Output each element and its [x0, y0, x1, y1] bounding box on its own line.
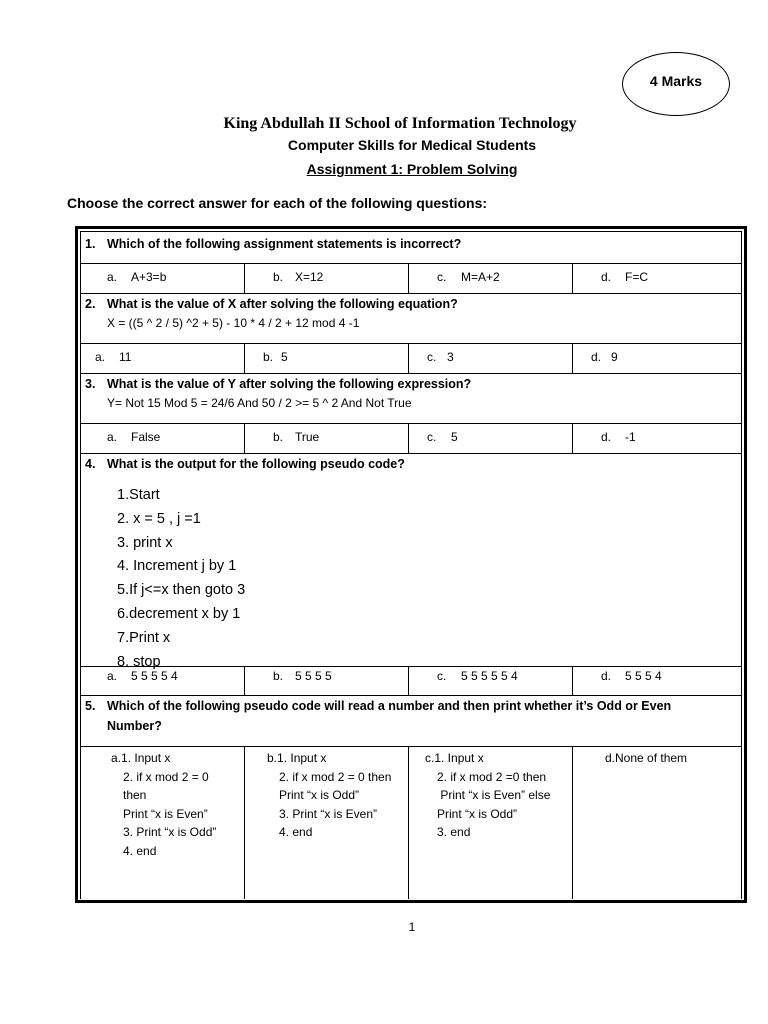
assignment-title: Assignment 1: Problem Solving — [306, 161, 518, 177]
q5-option-b[interactable]: b.1. Input x 2. if x mod 2 = 0 then Print “x is Odd” 3. Print “x is Even” 4. end — [245, 747, 409, 899]
q5-option-a[interactable]: a.1. Input x 2. if x mod 2 = 0 then Print “x is Even” 3. Print “x is Odd” 4. end — [81, 747, 245, 899]
code-line: 7.Print x — [117, 629, 171, 646]
question-3-expression: Y= Not 15 Mod 5 = 24/6 And 50 / 2 >= 5 ^ 2 And Not True — [107, 396, 412, 410]
q5-option-c[interactable]: c.1. Input x 2. if x mod 2 =0 then Print “x is Even” else Print “x is Odd” 3. end — [409, 747, 573, 899]
code-line: 1.Start — [117, 487, 160, 503]
q4-pseudo-code — [117, 484, 245, 674]
code-line: 3. print x — [117, 534, 173, 551]
q2-option-b[interactable]: b. 5 — [245, 344, 409, 373]
question-3-row — [80, 373, 742, 424]
question-2-equation: X = ((5 ^ 2 / 5) ^2 + 5) - 10 * 4 / 2 + 12 mod 4 -1 — [107, 316, 360, 330]
code-line: 5.If j<=x then goto 3 — [117, 582, 246, 599]
marks-badge: 4 Marks — [622, 52, 730, 116]
q3-option-b[interactable]: b. True — [245, 424, 409, 453]
q1-option-d[interactable]: d. F=C — [601, 270, 649, 284]
course-title: Computer Skills for Medical Students — [287, 137, 537, 153]
question-2-options — [80, 343, 742, 374]
question-5-row — [80, 695, 742, 747]
code-line: 4. Increment j by 1 — [117, 558, 237, 575]
school-title: King Abdullah II School of Information Technology — [223, 115, 577, 132]
question-2-text: 2. What is the value of X after solving the following equation? — [85, 297, 458, 311]
question-2-row — [80, 293, 742, 344]
q4-option-c[interactable]: c. 5 5 5 5 5 4 — [409, 667, 573, 695]
question-4-options — [80, 666, 742, 696]
question-5-options — [80, 746, 742, 899]
question-5-text-cont: Number? — [107, 719, 162, 733]
code-line: 6.decrement x by 1 — [117, 605, 241, 622]
q2-option-c[interactable]: c. 3 — [409, 344, 573, 373]
question-4-row — [80, 453, 742, 670]
question-5-text: 5. Which of the following pseudo code will read a number and then print whether it’s Odd or Even — [85, 699, 672, 713]
question-1-row — [80, 231, 742, 264]
q3-option-a[interactable]: a. False — [81, 424, 245, 453]
q1-option-b[interactable]: b. X=12 — [245, 264, 409, 293]
q4-option-d[interactable]: d. 5 5 5 4 — [601, 669, 662, 683]
q1-option-c[interactable]: c. M=A+2 — [409, 264, 573, 293]
question-3-options — [80, 423, 742, 454]
code-line: 8. stop — [117, 653, 161, 670]
question-3-text: 3. What is the value of Y after solving the following expression? — [85, 377, 472, 391]
question-1-text: 1. Which of the following assignment statements is incorrect? — [85, 237, 462, 251]
q1-option-a[interactable]: a. A+3=b — [81, 264, 245, 293]
question-1-options — [80, 263, 742, 294]
q4-option-a[interactable]: a. 5 5 5 5 4 — [81, 667, 245, 695]
q3-option-d[interactable]: d. -1 — [601, 430, 636, 444]
q3-option-c[interactable]: c. 5 — [409, 424, 573, 453]
page-number: 1 — [408, 920, 416, 934]
q5-option-d[interactable]: d.None of them — [605, 751, 688, 765]
q2-option-a[interactable]: a. 11 — [81, 344, 245, 373]
q4-option-b[interactable]: b. 5 5 5 5 — [245, 667, 409, 695]
instruction-text: Choose the correct answer for each of the following questions: — [67, 195, 488, 211]
code-line: 2. x = 5 , j =1 — [117, 510, 201, 527]
q2-option-d[interactable]: d. 9 — [591, 350, 618, 364]
question-4-text: 4. What is the output for the following pseudo code? — [85, 457, 405, 471]
